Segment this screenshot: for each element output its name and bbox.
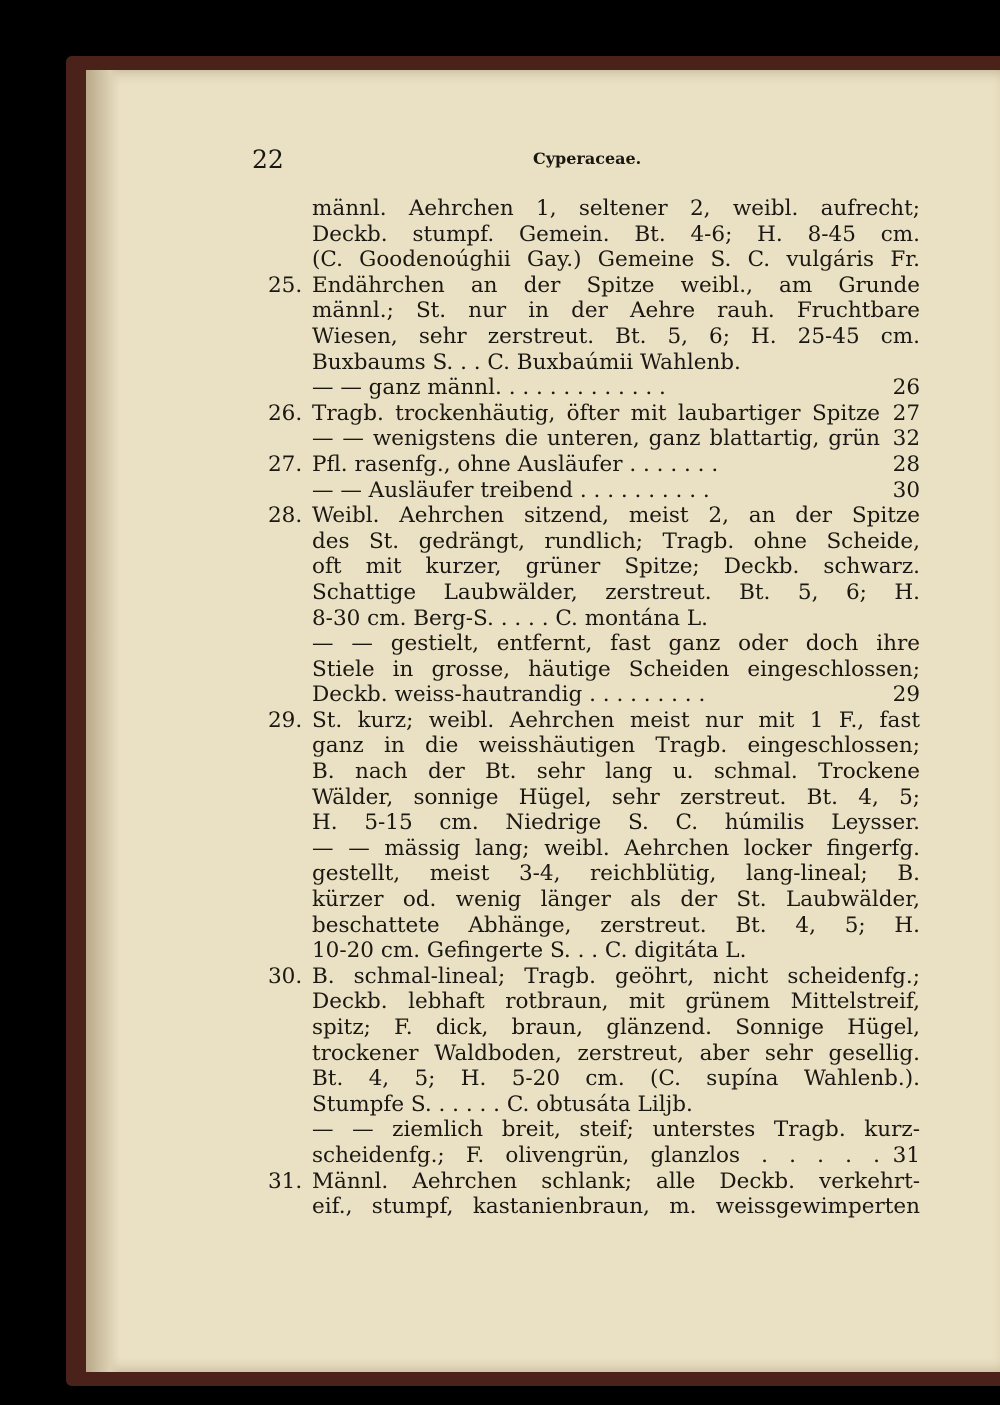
text-line xyxy=(268,657,920,683)
text-line xyxy=(268,1015,920,1041)
line-text: Tragb. trockenhäutig, öfter mit laubartiger Spitze xyxy=(312,400,880,426)
line-text: Schattige Laubwälder, zerstreut. Bt. 5, 6; H. xyxy=(312,579,920,605)
line-text: — — ziemlich breit, steif; unterstes Tragb. kurz- xyxy=(312,1117,920,1143)
text-line xyxy=(268,324,920,350)
text-line xyxy=(268,913,920,939)
text-line xyxy=(268,964,920,990)
couplet-reference: 29 xyxy=(892,682,920,708)
text-line xyxy=(268,196,920,222)
line-text: H. 5-15 cm. Niedrige S. C. húmilis Leysser. xyxy=(312,810,920,836)
line-text: Deckb. weiss-hautrandig . . . . . . . . . xyxy=(312,682,706,708)
line-text: Stumpfe S. . . . . . C. obtusáta Liljb. xyxy=(312,1091,693,1117)
line-text: (C. Goodenoúghii Gay.) Gemeine S. C. vulgáris Fr. xyxy=(312,247,920,273)
line-text: ganz in die weisshäutigen Tragb. eingeschlossen; xyxy=(312,733,920,759)
couplet-reference: 30 xyxy=(892,477,920,503)
page-number: 22 xyxy=(252,145,284,174)
text-line xyxy=(268,1117,920,1143)
line-text: des St. gedrängt, rundlich; Tragb. ohne Scheide, xyxy=(312,528,920,554)
text-line xyxy=(268,554,920,580)
couplet-number: 26. xyxy=(268,400,303,426)
couplet-reference: 26 xyxy=(892,375,920,401)
line-text: Wälder, sonnige Hügel, sehr zerstreut. Bt. 4, 5; xyxy=(312,784,920,810)
line-text: gestellt, meist 3-4, reichblütig, lang-lineal; B. xyxy=(312,861,920,887)
couplet-number: 31. xyxy=(268,1168,303,1194)
line-text: Deckb. lebhaft rotbraun, mit grünem Mittelstreif, xyxy=(312,989,920,1015)
text-line xyxy=(268,426,920,452)
line-text: — — wenigstens die unteren, ganz blattartig, grün xyxy=(312,426,880,452)
running-head: Cyperaceae. xyxy=(533,149,642,168)
line-text: Stiele in grosse, häutige Scheiden eingeschlossen; xyxy=(312,656,920,682)
text-line xyxy=(268,759,920,785)
line-text: Buxbaums S. . . C. Buxbaúmii Wahlenb. xyxy=(312,349,741,375)
couplet-reference: 27 xyxy=(892,400,920,426)
text-line xyxy=(268,401,920,427)
line-text: kürzer od. wenig länger als der St. Laubwälder, xyxy=(312,887,920,913)
text-line xyxy=(268,1143,920,1169)
line-text: eif., stumpf, kastanienbraun, m. weissgewimperten xyxy=(312,1194,920,1220)
line-text: 8-30 cm. Berg-S. . . . . C. montána L. xyxy=(312,605,708,631)
text-line xyxy=(268,1194,920,1220)
line-text: — — ganz männl. . . . . . . . . . . . . xyxy=(312,375,666,401)
text-line xyxy=(268,1092,920,1118)
couplet-number: 30. xyxy=(268,963,303,989)
page-header xyxy=(0,145,1000,175)
line-text: Wiesen, sehr zerstreut. Bt. 5, 6; H. 25-45 cm. xyxy=(312,323,920,349)
text-line xyxy=(268,682,920,708)
text-line xyxy=(268,273,920,299)
couplet-number: 27. xyxy=(268,451,303,477)
text-line xyxy=(268,1041,920,1067)
line-text: Deckb. stumpf. Gemein. Bt. 4-6; H. 8-45 cm. xyxy=(312,221,920,247)
line-text: — — mässig lang; weibl. Aehrchen locker fingerfg. xyxy=(312,835,920,861)
couplet-reference: 31 xyxy=(892,1142,920,1168)
text-line xyxy=(268,1066,920,1092)
couplet-number: 25. xyxy=(268,272,303,298)
line-text: Bt. 4, 5; H. 5-20 cm. (C. supína Wahlenb.). xyxy=(312,1066,920,1092)
line-text: — — gestielt, entfernt, fast ganz oder doch ihre xyxy=(312,631,920,657)
line-text: 10-20 cm. Gefingerte S. . . C. digitáta L. xyxy=(312,938,747,964)
text-line xyxy=(268,503,920,529)
line-text: beschattete Abhänge, zerstreut. Bt. 4, 5; H. xyxy=(312,912,920,938)
line-text: oft mit kurzer, grüner Spitze; Deckb. schwarz. xyxy=(312,554,920,580)
text-line xyxy=(268,708,920,734)
text-line xyxy=(268,861,920,887)
line-text: St. kurz; weibl. Aehrchen meist nur mit 1 F., fast xyxy=(312,707,920,733)
couplet-reference: 32 xyxy=(892,426,920,452)
line-text: Pfl. rasenfg., ohne Ausläufer . . . . . . . xyxy=(312,451,719,477)
text-line xyxy=(268,298,920,324)
text-line xyxy=(268,810,920,836)
couplet-reference: 28 xyxy=(892,451,920,477)
line-text: männl. Aehrchen 1, seltener 2, weibl. aufrecht; xyxy=(312,196,920,221)
text-line xyxy=(268,938,920,964)
couplet-number: 29. xyxy=(268,707,303,733)
text-line xyxy=(268,887,920,913)
line-text: Weibl. Aehrchen sitzend, meist 2, an der Spitze xyxy=(312,503,920,529)
text-line xyxy=(268,375,920,401)
line-text: scheidenfg.; F. olivengrün, glanzlos . . . . . xyxy=(312,1142,880,1168)
line-text: männl.; St. nur in der Aehre rauh. Fruchtbare xyxy=(312,298,920,324)
text-line xyxy=(268,580,920,606)
text-line xyxy=(268,785,920,811)
line-text: Männl. Aehrchen schlank; alle Deckb. verkehrt- xyxy=(312,1168,920,1194)
text-line xyxy=(268,529,920,555)
text-line xyxy=(268,631,920,657)
text-line xyxy=(268,247,920,273)
line-text: B. schmal-lineal; Tragb. geöhrt, nicht scheidenfg.; xyxy=(312,963,920,989)
text-line xyxy=(268,452,920,478)
text-line xyxy=(268,1169,920,1195)
line-text: B. nach der Bt. sehr lang u. schmal. Trockene xyxy=(312,759,920,785)
text-line xyxy=(268,989,920,1015)
text-line xyxy=(268,222,920,248)
text-line xyxy=(268,606,920,632)
line-text: spitz; F. dick, braun, glänzend. Sonnige Hügel, xyxy=(312,1015,920,1040)
couplet-number: 28. xyxy=(268,503,303,529)
text-line xyxy=(268,733,920,759)
text-line xyxy=(268,836,920,862)
text-line xyxy=(268,350,920,376)
line-text: — — Ausläufer treibend . . . . . . . . . . xyxy=(312,477,710,503)
line-text: Endährchen an der Spitze weibl., am Grunde xyxy=(312,272,920,298)
text-line xyxy=(268,478,920,504)
page-gutter-shadow xyxy=(86,70,120,1372)
key-text-block xyxy=(268,196,920,1220)
line-text: trockener Waldboden, zerstreut, aber sehr gesellig. xyxy=(312,1040,920,1066)
